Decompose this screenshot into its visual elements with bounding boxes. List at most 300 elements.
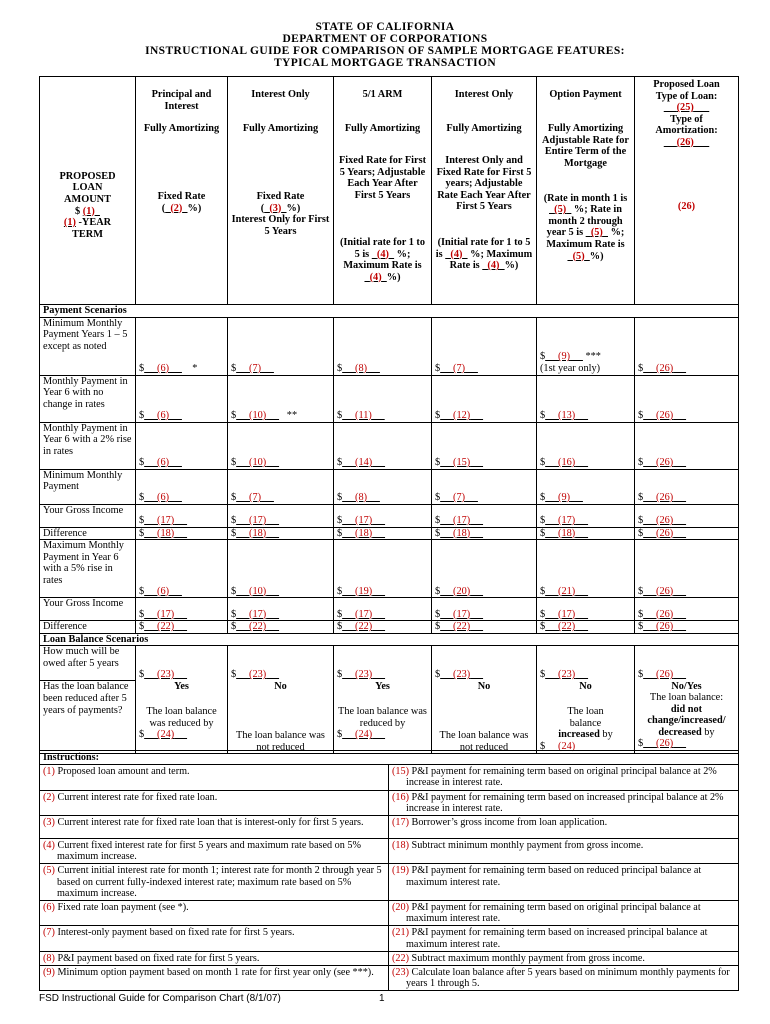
table-row	[40, 422, 739, 469]
instruction-text: Fixed rate loan payment (see *).	[57, 902, 189, 914]
instruction-text: Interest-only payment based on fixed rate for first 5 years.	[57, 927, 295, 939]
instruction-number: (23)	[392, 967, 409, 979]
instructions-table	[39, 750, 739, 991]
section-payment-scenarios	[40, 305, 739, 318]
amount-field: (15)	[453, 457, 471, 468]
amount-cell	[537, 375, 635, 422]
instruction-left	[40, 816, 389, 839]
instruction-text: Current interest rate for fixed rate loan that is interest-only for first 5 years.	[57, 817, 364, 829]
amount-cell	[136, 469, 228, 504]
amount-field: (6)	[157, 410, 170, 421]
row-label: Maximum Monthly Payment in Year 6 with a 5% rise in rates	[40, 540, 136, 598]
amount-field: (22)	[558, 621, 576, 633]
column-header-1	[136, 77, 228, 305]
amount-cell	[537, 540, 635, 598]
amount-field: (8)	[355, 492, 368, 503]
column-header-4	[432, 77, 537, 305]
rate-description: Adjustable Rate for Entire Term of the Mortgage	[542, 134, 629, 169]
amount-field: (10)	[249, 410, 267, 421]
dollar-sign: $	[337, 410, 343, 421]
dollar-sign: $	[139, 729, 145, 741]
column-rate-title: Fixed Rate	[256, 191, 305, 202]
answer: No	[579, 680, 592, 692]
amount-field: (7)	[249, 492, 262, 503]
dollar-sign: $	[638, 363, 644, 374]
amount-cell	[432, 422, 537, 469]
dollar-sign: $	[435, 363, 441, 374]
instruction-number: (8)	[43, 952, 55, 964]
amount-field: (18)	[157, 527, 175, 539]
amount-cell	[228, 504, 334, 527]
amount-cell	[334, 469, 432, 504]
amount-cell	[136, 527, 228, 540]
dollar-sign: $	[435, 492, 441, 503]
dollar-sign: $	[231, 527, 237, 539]
amount-field: (24)	[355, 729, 373, 741]
instruction-number: (19)	[392, 865, 409, 877]
amount-field: (17)	[355, 515, 373, 526]
dollar-sign: $	[139, 410, 145, 421]
loan-amount-label: $	[75, 205, 83, 217]
instruction-text: P&I payment for remaining term based on increased principal balance at maximum interest rate.	[406, 927, 708, 950]
amount-cell	[136, 422, 228, 469]
dollar-sign: $	[337, 527, 343, 539]
section-title: Loan Balance Scenarios	[43, 633, 149, 645]
rate-max-field: (4)	[369, 271, 382, 283]
instruction-right	[389, 816, 739, 839]
dollar-sign: $	[638, 608, 644, 620]
proposed-amort-2: Amortization:	[655, 125, 718, 137]
dollar-sign: $	[337, 585, 343, 597]
amount-field: (21)	[558, 585, 576, 597]
amount-field: (26)	[656, 738, 674, 750]
instruction-text: Proposed loan amount and term.	[57, 766, 190, 778]
amount-field: (18)	[249, 527, 267, 539]
dollar-sign: $	[540, 740, 546, 752]
instruction-text: P&I payment based on fixed rate for first 5 years.	[57, 952, 260, 964]
amount-field: (10)	[249, 585, 267, 597]
dollar-sign: $	[435, 410, 441, 421]
amount-field: (17)	[355, 608, 373, 620]
dollar-sign: $	[435, 515, 441, 526]
balance-cell	[432, 681, 537, 754]
dollar-sign: $	[231, 669, 237, 681]
row-label: Minimum Monthly Payment	[40, 469, 136, 504]
dollar-sign: $	[231, 492, 237, 503]
instruction-left	[40, 765, 389, 790]
table-row	[40, 317, 739, 375]
amount-field: (26)	[656, 515, 674, 526]
amount-cell	[334, 598, 432, 621]
dollar-sign: $	[139, 608, 145, 620]
dollar-sign: $	[435, 527, 441, 539]
amount-cell	[228, 621, 334, 634]
amount-cell	[228, 375, 334, 422]
amount-field: (17)	[453, 515, 471, 526]
amount-cell	[537, 646, 635, 681]
amount-field: (26)	[656, 585, 674, 597]
instruction-number: (1)	[43, 766, 55, 778]
column-header-proposed	[635, 77, 739, 305]
dollar-sign: $	[435, 585, 441, 597]
amount-cell	[432, 598, 537, 621]
dollar-sign: $	[337, 669, 343, 681]
dollar-sign: $	[540, 457, 546, 468]
dollar-sign: $	[435, 669, 441, 681]
dollar-sign: $	[638, 457, 644, 468]
amount-cell	[537, 504, 635, 527]
instruction-left	[40, 839, 389, 864]
amount-field: (7)	[249, 363, 262, 374]
row-note: (1st year only)	[540, 363, 601, 374]
dollar-sign: $	[337, 608, 343, 620]
column-title: Option Payment	[549, 89, 622, 100]
amount-field: (26)	[656, 669, 674, 681]
amount-cell	[635, 527, 739, 540]
amount-cell	[635, 317, 739, 375]
rate-close: %)	[286, 202, 301, 214]
amount-cell	[635, 469, 739, 504]
instruction-row	[40, 926, 739, 951]
dollar-sign: $	[139, 457, 145, 468]
amount-cell	[635, 540, 739, 598]
dollar-sign: $	[231, 457, 237, 468]
header-line-4: TYPICAL MORTGAGE TRANSACTION	[273, 57, 497, 69]
balance-cell: No The loan balance increased by $ (24)	[537, 681, 635, 754]
amount-field: (18)	[355, 527, 373, 539]
instruction-text: Minimum option payment based on month 1 rate for first year only (see ***).	[57, 967, 374, 979]
rate-close: %)	[589, 250, 604, 262]
amount-cell	[334, 504, 432, 527]
dollar-sign: $	[337, 457, 343, 468]
amount-field: (9)	[558, 351, 571, 363]
amount-cell	[136, 375, 228, 422]
rate-initial: (Initial rate for 1 to 5 is	[435, 237, 531, 260]
amount-field: (6)	[157, 585, 170, 597]
dollar-sign: $	[540, 527, 546, 539]
rate-open: (	[161, 202, 166, 214]
amount-field: (26)	[656, 492, 674, 503]
instruction-row	[40, 765, 739, 790]
loan-amount-field: (1)	[82, 205, 95, 217]
amount-cell	[432, 540, 537, 598]
rate-max-field: (5)	[572, 250, 585, 262]
amount-field: (6)	[157, 363, 170, 374]
amount-cell	[635, 504, 739, 527]
instruction-number: (9)	[43, 967, 55, 979]
answer: Yes	[174, 680, 189, 692]
header-line-2: DEPARTMENT OF CORPORATIONS	[282, 33, 488, 45]
section-title: Payment Scenarios	[43, 305, 127, 316]
amount-cell	[432, 317, 537, 375]
instruction-number: (2)	[43, 791, 55, 803]
rate-description: Fixed Rate for First 5 Years; Adjustable Each Year After First 5 Years	[338, 155, 427, 201]
loan-label-2: LOAN	[72, 182, 103, 194]
column-header-2	[228, 77, 334, 305]
column-amortization: Fully Amortizing	[547, 123, 624, 134]
dollar-sign: $	[540, 410, 546, 421]
proposed-amort-field: (26)	[676, 136, 694, 148]
proposed-type-field: (25)	[676, 102, 694, 114]
instruction-left	[40, 864, 389, 901]
row-label: How much will be owed after 5 years	[40, 646, 136, 681]
instruction-number: (16)	[392, 791, 409, 803]
amount-cell	[334, 375, 432, 422]
table-row	[40, 598, 739, 621]
comparison-table	[39, 76, 739, 754]
instruction-right	[389, 864, 739, 901]
amount-cell	[635, 621, 739, 634]
rate-initial: (Initial rate for 1 to 5 is	[339, 237, 426, 260]
dollar-sign: $	[638, 515, 644, 526]
rate-max-field: (4)	[487, 260, 500, 272]
dollar-sign: $	[638, 621, 644, 633]
amount-cell	[537, 621, 635, 634]
table-row	[40, 540, 739, 598]
column-title: Interest Only	[251, 89, 310, 100]
instruction-number: (18)	[392, 840, 409, 852]
amount-cell	[136, 646, 228, 681]
instruction-left	[40, 790, 389, 815]
row-label: Monthly Payment in Year 6 with no change in rates	[40, 375, 136, 422]
rate-description: Interest Only and Fixed Rate for First 5 years; Adjustable Rate Each Year After First 5 Years	[436, 155, 532, 213]
instruction-number: (20)	[392, 902, 409, 914]
amount-field: (24)	[157, 729, 175, 741]
balance-description: The loan balance was not reduced	[439, 730, 529, 753]
dollar-sign: $	[638, 527, 644, 539]
dollar-sign: $	[540, 621, 546, 633]
footer-page-number: 1	[379, 993, 385, 1004]
dollar-sign: $	[139, 515, 145, 526]
amount-cell	[432, 527, 537, 540]
column-amortization: Fully Amortizing	[143, 123, 220, 134]
amount-field: (22)	[453, 621, 471, 633]
amount-cell	[334, 317, 432, 375]
amount-field: (23)	[558, 669, 576, 681]
amount-cell	[635, 598, 739, 621]
instruction-right	[389, 966, 739, 991]
dollar-sign: $	[139, 669, 145, 681]
instruction-text: P&I payment for remaining term based on original principal balance at 2% increase in interest rate.	[406, 766, 717, 789]
dollar-sign: $	[337, 515, 343, 526]
instruction-text: Current initial interest rate for month 1; interest rate for month 2 through year 5 based on current fully-indexed interest rate; maximum rate based on 5% maximum increase.	[57, 865, 382, 899]
proposed-amort-1: Type of	[670, 113, 703, 125]
answer: No/Yes	[671, 680, 702, 692]
rate-close: %)	[187, 202, 202, 214]
section-loan-balance	[40, 633, 739, 646]
row-label: Minimum Monthly Payment Years 1 – 5 except as noted	[40, 317, 136, 375]
amount-field: (22)	[157, 621, 175, 633]
instruction-right	[389, 790, 739, 815]
amount-field: (11)	[355, 410, 372, 421]
rate-field: (2)	[170, 202, 183, 214]
amount-field: (6)	[157, 492, 170, 503]
instruction-text: P&I payment for remaining term based on increased principal balance at 2% increase in interest rate.	[406, 791, 724, 814]
header-line-1: STATE OF CALIFORNIA	[315, 21, 455, 33]
amount-cell	[228, 598, 334, 621]
instruction-row	[40, 901, 739, 926]
amount-cell	[432, 621, 537, 634]
amount-cell	[136, 504, 228, 527]
dollar-sign: $	[337, 729, 343, 741]
instruction-row	[40, 816, 739, 839]
instruction-number: (4)	[43, 840, 55, 852]
amount-field: (26)	[656, 410, 674, 421]
amount-field: (17)	[249, 608, 267, 620]
instruction-row	[40, 839, 739, 864]
amount-field: (22)	[355, 621, 373, 633]
instruction-number: (17)	[392, 817, 409, 829]
amount-field: (23)	[355, 669, 373, 681]
instructions-heading	[40, 751, 739, 765]
dollar-sign: $	[231, 621, 237, 633]
footnote-mark: **	[286, 410, 298, 421]
balance-cell: No/Yes The loan balance: did not change/increased/ decreased by $ (26)	[635, 681, 739, 754]
amount-field: (18)	[453, 527, 471, 539]
amount-cell	[334, 621, 432, 634]
amount-field: (26)	[656, 363, 674, 374]
instruction-number: (22)	[392, 952, 409, 964]
amount-cell	[136, 317, 228, 375]
dollar-sign: $	[139, 527, 145, 539]
instruction-number: (3)	[43, 817, 55, 829]
amount-cell	[537, 422, 635, 469]
instruction-left	[40, 926, 389, 951]
dollar-sign: $	[540, 608, 546, 620]
rate-extra: Interest Only for First 5 Years	[231, 214, 330, 237]
dollar-sign: $	[638, 492, 644, 503]
amount-field: (19)	[355, 585, 373, 597]
dollar-sign: $	[638, 410, 644, 421]
amount-field: (7)	[453, 363, 466, 374]
instruction-row	[40, 951, 739, 965]
column-title: 5/1 ARM	[362, 89, 403, 100]
dollar-sign: $	[139, 492, 145, 503]
rate-field: (3)	[269, 202, 282, 214]
rate-close: %)	[386, 271, 401, 283]
balance-description: The loan balance was reduced by	[146, 706, 217, 729]
amount-field: (10)	[249, 457, 267, 468]
amount-field: (17)	[157, 515, 175, 526]
loan-term-label: -YEAR	[75, 217, 112, 229]
instruction-text: Calculate loan balance after 5 years based on minimum monthly payments for years 1 through 5.	[406, 967, 730, 990]
amount-cell	[432, 469, 537, 504]
amount-cell	[228, 540, 334, 598]
rate-open: (	[260, 202, 265, 214]
dollar-sign: $	[540, 669, 546, 681]
rate-mid: %; Rate in month 2 through year 5 is	[546, 204, 623, 239]
amount-field: (26)	[656, 457, 674, 468]
dollar-sign: $	[540, 351, 546, 363]
dollar-sign: $	[638, 738, 644, 750]
table-row	[40, 504, 739, 527]
footnote-mark: *	[192, 363, 198, 374]
balance-cell	[136, 681, 228, 754]
amount-cell	[334, 527, 432, 540]
table-row	[40, 469, 739, 504]
table-row	[40, 681, 739, 754]
dollar-sign: $	[638, 669, 644, 681]
rate-close: %)	[504, 260, 519, 272]
instruction-row	[40, 790, 739, 815]
column-header-3	[334, 77, 432, 305]
amount-field: (7)	[453, 492, 466, 503]
amount-field: (17)	[157, 608, 175, 620]
amount-cell	[228, 317, 334, 375]
dollar-sign: $	[231, 585, 237, 597]
amount-cell	[136, 621, 228, 634]
loan-term-field: (1)	[63, 217, 76, 229]
rate-field: (5)	[554, 204, 567, 216]
row-label: Monthly Payment in Year 6 with a 2% rise in rates	[40, 422, 136, 469]
amount-field: (12)	[453, 410, 471, 421]
rate-initial: (Rate in month 1 is	[543, 192, 628, 204]
amount-cell	[635, 422, 739, 469]
dollar-sign: $	[139, 621, 145, 633]
dollar-sign: $	[435, 621, 441, 633]
dollar-sign: $	[638, 585, 644, 597]
dollar-sign: $	[139, 585, 145, 597]
column-amortization: Fully Amortizing	[344, 123, 421, 134]
dollar-sign: $	[337, 363, 343, 374]
balance-cell	[228, 681, 334, 754]
dollar-sign: $	[435, 608, 441, 620]
loan-label-3: AMOUNT	[64, 193, 111, 205]
amount-cell	[136, 598, 228, 621]
amount-field: (22)	[249, 621, 267, 633]
balance-description: The loan balance was reduced by	[338, 706, 427, 729]
instruction-left	[40, 901, 389, 926]
proposed-rate-field: (26)	[677, 200, 696, 212]
footer-title: FSD Instructional Guide for Comparison Chart (8/1/07)	[39, 993, 281, 1004]
row-label: Has the loan balance been reduced after 5 years of payments?	[40, 681, 136, 754]
rate-max: %; Maximum Rate is	[449, 248, 533, 272]
dollar-sign: $	[540, 492, 546, 503]
row-label: Your Gross Income	[40, 504, 136, 527]
amount-cell	[635, 646, 739, 681]
amount-cell	[537, 598, 635, 621]
loan-term-word: TERM	[72, 228, 103, 240]
dollar-sign: $	[231, 515, 237, 526]
column-amortization: Fully Amortizing	[242, 123, 319, 134]
answer: No	[477, 680, 491, 692]
column-amortization: Fully Amortizing	[446, 123, 522, 134]
instruction-text: Borrower’s gross income from loan application.	[411, 817, 608, 829]
amount-cell	[136, 540, 228, 598]
instruction-row	[40, 864, 739, 901]
dollar-sign: $	[337, 492, 343, 503]
amount-field: (18)	[558, 527, 576, 539]
amount-cell	[432, 375, 537, 422]
proposed-title-1: Proposed Loan	[653, 79, 720, 90]
column-rate-title: Fixed Rate	[157, 191, 206, 202]
amount-cell	[537, 317, 635, 375]
footnote-mark: ***	[585, 351, 601, 363]
row-label: Your Gross Income	[40, 598, 136, 621]
rate-field: (4)	[376, 248, 389, 260]
rate-max: %; Maximum Rate is	[343, 248, 422, 272]
instruction-left	[40, 951, 389, 965]
dollar-sign: $	[231, 363, 237, 374]
instruction-text: Subtract maximum monthly payment from gross income.	[411, 952, 645, 964]
table-row	[40, 527, 739, 540]
answer: No	[274, 680, 287, 692]
instruction-right	[389, 901, 739, 926]
instruction-text: Subtract minimum monthly payment from gross income.	[411, 840, 644, 852]
amount-field: (23)	[453, 669, 471, 681]
amount-field: (13)	[558, 410, 576, 421]
amount-field: (24)	[558, 740, 576, 752]
